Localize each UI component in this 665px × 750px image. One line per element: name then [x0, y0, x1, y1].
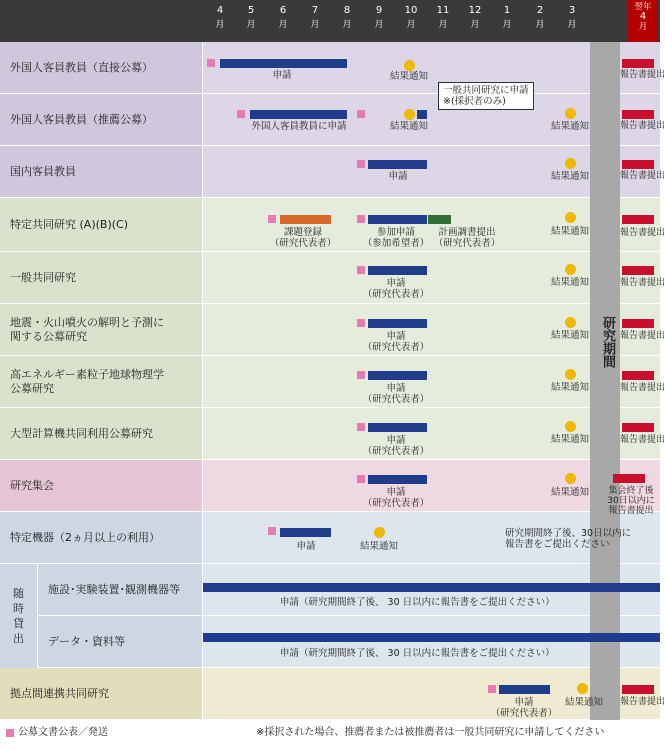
topic-register-bar — [280, 215, 331, 224]
row-label: 外国人客員教員（推薦公募） — [0, 94, 203, 145]
apply-text: 外国人客員教員に申請 — [251, 121, 347, 132]
month-8: 8 月 — [342, 5, 352, 30]
row-inter-hub — [0, 668, 665, 720]
row-label: 国内客員教員 — [0, 146, 203, 197]
report-text: 報告書提出 — [620, 697, 665, 707]
announce-marker — [207, 59, 215, 67]
apply-bar — [250, 110, 347, 119]
report-bar — [622, 110, 654, 119]
result-dot — [404, 60, 415, 71]
row-label: 研究集会 — [0, 460, 203, 511]
row-meeting — [0, 460, 660, 512]
result-text: 結果通知 — [359, 541, 398, 552]
month-3: 3 月 — [567, 5, 577, 30]
study-period-column — [590, 42, 620, 720]
announce-marker — [357, 266, 365, 274]
announce-marker — [357, 319, 365, 327]
result-text: 結果通知 — [550, 382, 589, 393]
next-year-april: 翌年 4 月 — [628, 0, 658, 42]
announce-marker — [268, 215, 276, 223]
row-label: 特定共同研究 (A)(B)(C) — [0, 198, 203, 251]
apply-bar — [368, 371, 427, 380]
general-apply-bar — [417, 110, 427, 119]
report-bar — [622, 423, 654, 432]
report-text: 集会終了後 30日以内に 報告書提出 — [607, 486, 655, 516]
month-1: 1 月 — [502, 5, 512, 30]
result-text: 結果通知 — [550, 226, 589, 237]
apply-bar — [368, 319, 427, 328]
row-foreign-recommend — [0, 94, 665, 146]
month-6: 6 月 — [278, 5, 288, 30]
row-data — [0, 616, 660, 668]
apply-text: 申請 （研究代表者） — [362, 383, 430, 405]
row-label: 地震・火山噴火の解明と予測に 関する公募研究 — [0, 304, 203, 355]
result-text: 結果通知 — [550, 171, 589, 182]
announce-marker — [357, 160, 365, 168]
apply-bar — [368, 423, 427, 432]
apply-bar — [280, 528, 331, 537]
announce-marker — [268, 527, 276, 535]
month-11: 11 月 — [436, 5, 450, 30]
result-dot — [565, 158, 576, 169]
legend-pink-label: 公募文書公表／発送 — [18, 727, 108, 738]
result-dot — [374, 527, 385, 538]
month-4: 4 月 — [215, 5, 225, 30]
result-dot — [404, 109, 415, 120]
apply-note: 申請（研究期間終了後、 30 日以内に報告書をご提出ください） — [280, 648, 555, 659]
month-9: 9 月 — [374, 5, 384, 30]
announce-marker — [357, 371, 365, 379]
row-label: 外国人客員教員（直接公募） — [0, 42, 203, 93]
report-bar — [613, 474, 645, 483]
result-text: 結果通知 — [389, 121, 428, 132]
row-foreign-direct — [0, 42, 665, 94]
result-text: 結果通知 — [550, 121, 589, 132]
row-label: 特定機器（2ヵ月以上の利用） — [0, 512, 203, 563]
result-text: 結果通知 — [550, 277, 589, 288]
row-label: 高エネルギー素粒子地球物理学 公募研究 — [0, 356, 203, 407]
report-bar — [622, 319, 654, 328]
result-text: 結果通知 — [550, 330, 589, 341]
result-dot — [565, 421, 576, 432]
apply-bar — [203, 583, 660, 592]
report-bar — [622, 371, 654, 380]
apply-text: 申請 （研究代表者） — [362, 435, 430, 457]
month-5: 5 月 — [246, 5, 256, 30]
month-10: 10 月 — [404, 5, 418, 30]
apply-bar — [220, 59, 347, 68]
plan-submit-text: 計画調書提出 （研究代表者） — [433, 227, 501, 249]
study-period-label: 研究期間 — [600, 316, 615, 368]
group-ad-hoc-loan: 随 時 貸 出 — [0, 564, 38, 668]
row-label: 一般共同研究 — [0, 252, 203, 303]
plan-submit-bar — [428, 215, 451, 224]
report-text: 報告書提出 — [620, 171, 665, 181]
result-dot — [565, 369, 576, 380]
join-apply-text: 参加申請 （参加希望者） — [362, 227, 430, 249]
report-text: 報告書提出 — [620, 70, 665, 80]
apply-bar — [499, 685, 550, 694]
report-bar — [622, 160, 654, 169]
row-label: 大型計算機共同利用公募研究 — [0, 408, 203, 459]
result-dot — [565, 317, 576, 328]
row-label: 拠点間連携共同研究 — [0, 668, 203, 719]
topic-register-text: 課題登録 （研究代表者） — [269, 227, 337, 249]
month-7: 7 月 — [310, 5, 320, 30]
apply-note: 申請（研究期間終了後、 30 日以内に報告書をご提出ください） — [280, 597, 555, 608]
report-bar — [622, 59, 654, 68]
result-dot — [565, 264, 576, 275]
result-text: 結果通知 — [389, 71, 428, 82]
legend-footnote: ※採択された場合、推薦者または被推薦者は一般共同研究に申請してください — [256, 727, 605, 738]
apply-text: 申請 （研究代表者） — [490, 697, 558, 719]
apply-bar — [203, 633, 660, 642]
join-apply-bar — [368, 215, 427, 224]
month-2: 2 月 — [535, 5, 545, 30]
row-label: 施設･実験装置･観測機器等 — [38, 564, 203, 615]
report-text: 報告書提出 — [620, 278, 665, 288]
announce-marker — [488, 685, 496, 693]
announce-marker — [357, 423, 365, 431]
result-text: 結果通知 — [550, 487, 589, 498]
report-note: 研究期間終了後、30日以内に 報告書をご提出ください — [505, 528, 632, 550]
apply-text: 申請 — [272, 70, 292, 81]
report-text: 報告書提出 — [620, 383, 665, 393]
result-text: 結果通知 — [550, 434, 589, 445]
report-text: 報告書提出 — [620, 228, 665, 238]
result-dot — [565, 473, 576, 484]
report-text: 報告書提出 — [620, 435, 665, 445]
apply-text: 申請 （研究代表者） — [362, 278, 430, 300]
result-dot — [577, 683, 588, 694]
apply-bar — [368, 160, 427, 169]
month-header — [0, 0, 660, 42]
apply-bar — [368, 266, 427, 275]
announce-marker — [357, 215, 365, 223]
row-label: データ・資料等 — [38, 616, 203, 667]
apply-bar — [368, 475, 427, 484]
apply-text: 申請 — [296, 541, 316, 552]
legend-pink-marker — [6, 729, 14, 737]
result-dot — [565, 212, 576, 223]
month-12: 12 月 — [468, 5, 482, 30]
announce-marker — [357, 110, 365, 118]
apply-text: 申請 — [388, 171, 408, 182]
general-apply-callout: 一般共同研究に申請 ※(採択者のみ) — [438, 82, 534, 110]
result-text: 結果通知 — [564, 697, 603, 708]
report-bar — [622, 266, 654, 275]
apply-text: 申請 （研究代表者） — [362, 331, 430, 353]
report-bar — [622, 685, 654, 694]
announce-marker — [237, 110, 245, 118]
result-dot — [565, 108, 576, 119]
report-text: 報告書提出 — [620, 331, 665, 341]
report-bar — [622, 215, 654, 224]
report-text: 報告書提出 — [620, 121, 665, 131]
announce-marker — [357, 475, 365, 483]
apply-text: 申請 （研究代表者） — [362, 487, 430, 509]
